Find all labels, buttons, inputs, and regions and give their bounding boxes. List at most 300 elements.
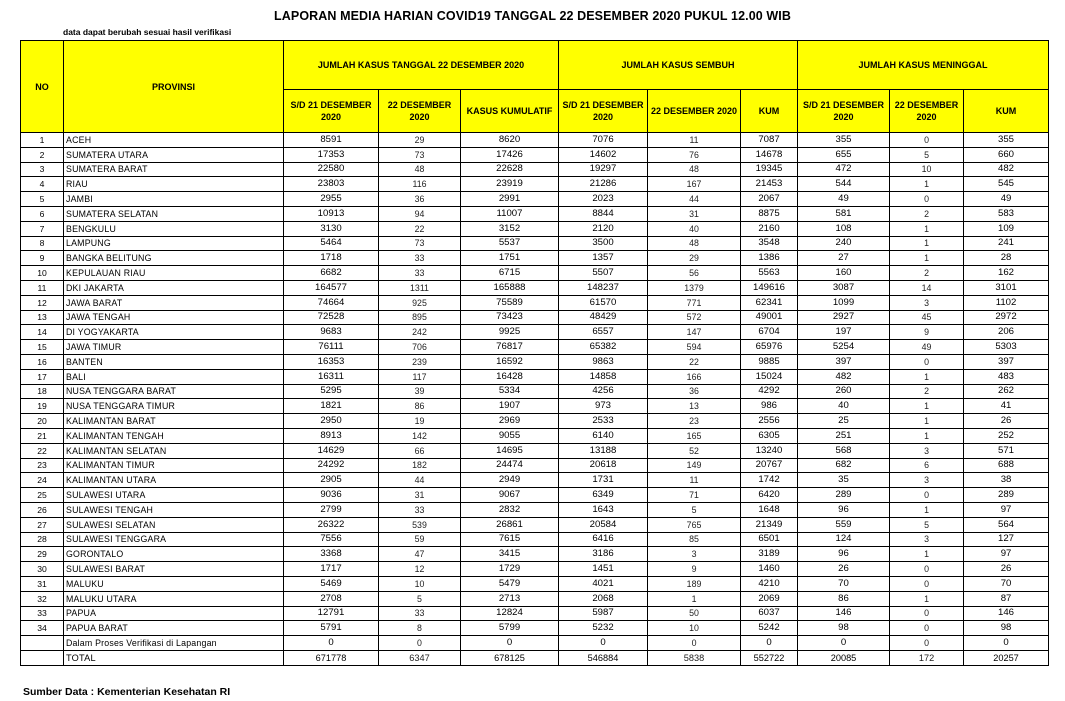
cell-meninggal-sd21: 240	[798, 236, 890, 251]
cell-sembuh-kum: 1386	[741, 251, 798, 266]
cell-kasus-sd21: 10913	[284, 206, 379, 221]
cell-sembuh-kum: 4292	[741, 384, 798, 399]
cell-kasus-sd21: 74664	[284, 295, 379, 310]
cell-sembuh-kum: 1742	[741, 473, 798, 488]
cell-kasus-kumulatif: 23919	[461, 177, 559, 192]
header-group-sembuh: JUMLAH KASUS SEMBUH	[559, 41, 798, 90]
cell-no: 25	[21, 488, 64, 503]
table-row	[21, 517, 1049, 532]
cell-no: 10	[21, 266, 64, 281]
cell-kasus-22des: 706	[379, 340, 461, 355]
cell-meninggal-sd21: 251	[798, 428, 890, 443]
cell-meninggal-sd21: 559	[798, 517, 890, 532]
cell-meninggal-22des: 1	[890, 414, 964, 429]
cell-meninggal-sd21: 96	[798, 502, 890, 517]
cell-sembuh-sd21: 6140	[559, 428, 648, 443]
cell-sembuh-kum: 4210	[741, 576, 798, 591]
cell-kasus-sd21: 2955	[284, 192, 379, 207]
cell-provinsi: MALUKU	[64, 576, 284, 591]
cell-sembuh-22des: 5838	[648, 650, 741, 665]
cell-kasus-kumulatif: 2832	[461, 502, 559, 517]
cell-provinsi: DKI JAKARTA	[64, 280, 284, 295]
cell-sembuh-kum: 6037	[741, 606, 798, 621]
cell-provinsi: PAPUA BARAT	[64, 621, 284, 636]
cell-sembuh-sd21: 61570	[559, 295, 648, 310]
cell-kasus-22des: 33	[379, 502, 461, 517]
cell-meninggal-22des: 1	[890, 221, 964, 236]
cell-sembuh-kum: 149616	[741, 280, 798, 295]
cell-sembuh-22des: 44	[648, 192, 741, 207]
cell-provinsi: KALIMANTAN SELATAN	[64, 443, 284, 458]
cell-kasus-22des: 33	[379, 606, 461, 621]
cell-sembuh-22des: 189	[648, 576, 741, 591]
cell-meninggal-kum: 97	[964, 547, 1049, 562]
cell-provinsi: SUMATERA SELATAN	[64, 206, 284, 221]
cell-kasus-sd21: 2708	[284, 591, 379, 606]
cell-provinsi: SUMATERA UTARA	[64, 147, 284, 162]
table-row	[21, 399, 1049, 414]
cell-meninggal-22des: 5	[890, 147, 964, 162]
cell-sembuh-22des: 11	[648, 473, 741, 488]
cell-meninggal-22des: 6	[890, 458, 964, 473]
cell-no: 1	[21, 133, 64, 148]
cell-meninggal-sd21: 568	[798, 443, 890, 458]
table-row	[21, 562, 1049, 577]
cell-meninggal-kum: 98	[964, 621, 1049, 636]
cell-meninggal-22des: 0	[890, 488, 964, 503]
cell-meninggal-22des: 0	[890, 354, 964, 369]
cell-kasus-kumulatif: 17426	[461, 147, 559, 162]
table-row	[21, 192, 1049, 207]
table-row	[21, 280, 1049, 295]
header-sembuh-kum: KUM	[741, 90, 798, 133]
cell-kasus-kumulatif: 16428	[461, 369, 559, 384]
cell-meninggal-kum: 5303	[964, 340, 1049, 355]
cell-no: 26	[21, 502, 64, 517]
cell-meninggal-22des: 3	[890, 532, 964, 547]
cell-sembuh-sd21: 1357	[559, 251, 648, 266]
cell-kasus-22des: 5	[379, 591, 461, 606]
cell-kasus-22des: 895	[379, 310, 461, 325]
table-row	[21, 133, 1049, 148]
cell-no: 15	[21, 340, 64, 355]
cell-sembuh-kum: 5563	[741, 266, 798, 281]
cell-meninggal-sd21: 108	[798, 221, 890, 236]
cell-kasus-kumulatif: 3152	[461, 221, 559, 236]
cell-kasus-22des: 33	[379, 266, 461, 281]
cell-kasus-sd21: 5469	[284, 576, 379, 591]
cell-sembuh-kum: 13240	[741, 443, 798, 458]
cell-sembuh-22des: 85	[648, 532, 741, 547]
header-sembuh-22des: 22 DESEMBER 2020	[648, 90, 741, 133]
cell-sembuh-sd21: 21286	[559, 177, 648, 192]
cell-no: 33	[21, 606, 64, 621]
table-row	[21, 532, 1049, 547]
table-body	[21, 133, 1049, 666]
cell-sembuh-kum: 6704	[741, 325, 798, 340]
cell-sembuh-sd21: 19297	[559, 162, 648, 177]
cell-meninggal-22des: 3	[890, 295, 964, 310]
cell-sembuh-sd21: 546884	[559, 650, 648, 665]
cell-kasus-22des: 31	[379, 488, 461, 503]
cell-no: 23	[21, 458, 64, 473]
cell-meninggal-sd21: 20085	[798, 650, 890, 665]
cell-meninggal-22des: 0	[890, 621, 964, 636]
cell-meninggal-sd21: 655	[798, 147, 890, 162]
cell-kasus-22des: 182	[379, 458, 461, 473]
cell-provinsi: SULAWESI TENGGARA	[64, 532, 284, 547]
cell-sembuh-kum: 3548	[741, 236, 798, 251]
cell-sembuh-sd21: 6416	[559, 532, 648, 547]
cell-meninggal-sd21: 289	[798, 488, 890, 503]
cell-kasus-22des: 47	[379, 547, 461, 562]
cell-sembuh-22des: 10	[648, 621, 741, 636]
cell-no: 4	[21, 177, 64, 192]
cell-meninggal-kum: 397	[964, 354, 1049, 369]
cell-meninggal-22des: 2	[890, 266, 964, 281]
cell-kasus-kumulatif: 0	[461, 636, 559, 651]
table-row	[21, 162, 1049, 177]
cell-kasus-sd21: 12791	[284, 606, 379, 621]
cell-no: 18	[21, 384, 64, 399]
cell-sembuh-kum: 21349	[741, 517, 798, 532]
cell-sembuh-kum: 1460	[741, 562, 798, 577]
cell-sembuh-sd21: 9863	[559, 354, 648, 369]
cell-sembuh-kum: 552722	[741, 650, 798, 665]
report-title: LAPORAN MEDIA HARIAN COVID19 TANGGAL 22 DESEMBER 2020 PUKUL 12.00 WIB	[274, 9, 791, 23]
cell-meninggal-sd21: 2927	[798, 310, 890, 325]
cell-meninggal-kum: 87	[964, 591, 1049, 606]
table-row	[21, 236, 1049, 251]
cell-sembuh-sd21: 148237	[559, 280, 648, 295]
cell-kasus-22des: 0	[379, 636, 461, 651]
cell-meninggal-sd21: 70	[798, 576, 890, 591]
cell-sembuh-sd21: 0	[559, 636, 648, 651]
cell-meninggal-22des: 1	[890, 502, 964, 517]
cell-sembuh-22des: 50	[648, 606, 741, 621]
cell-no: 11	[21, 280, 64, 295]
cell-meninggal-kum: 38	[964, 473, 1049, 488]
cell-sembuh-kum: 6305	[741, 428, 798, 443]
cell-sembuh-22des: 13	[648, 399, 741, 414]
table-row	[21, 621, 1049, 636]
cell-kasus-kumulatif: 14695	[461, 443, 559, 458]
cell-sembuh-kum: 19345	[741, 162, 798, 177]
cell-meninggal-22des: 1	[890, 428, 964, 443]
cell-kasus-sd21: 164577	[284, 280, 379, 295]
cell-sembuh-sd21: 48429	[559, 310, 648, 325]
cell-sembuh-22des: 166	[648, 369, 741, 384]
cell-sembuh-sd21: 3186	[559, 547, 648, 562]
table-row	[21, 636, 1049, 651]
cell-sembuh-22des: 22	[648, 354, 741, 369]
cell-kasus-sd21: 9683	[284, 325, 379, 340]
header-no: NO	[21, 41, 64, 133]
cell-kasus-sd21: 6682	[284, 266, 379, 281]
cell-sembuh-sd21: 5507	[559, 266, 648, 281]
cell-meninggal-kum: 26	[964, 562, 1049, 577]
cell-no: 30	[21, 562, 64, 577]
cell-sembuh-22des: 31	[648, 206, 741, 221]
table-row	[21, 576, 1049, 591]
cell-meninggal-22des: 1	[890, 251, 964, 266]
cell-kasus-sd21: 72528	[284, 310, 379, 325]
cell-kasus-kumulatif: 75589	[461, 295, 559, 310]
cell-meninggal-kum: 483	[964, 369, 1049, 384]
cell-sembuh-22des: 1	[648, 591, 741, 606]
cell-kasus-sd21: 3368	[284, 547, 379, 562]
cell-provinsi: KALIMANTAN TIMUR	[64, 458, 284, 473]
cell-meninggal-kum: 289	[964, 488, 1049, 503]
cell-kasus-22des: 1311	[379, 280, 461, 295]
cell-provinsi: GORONTALO	[64, 547, 284, 562]
cell-meninggal-22des: 2	[890, 206, 964, 221]
cell-meninggal-sd21: 40	[798, 399, 890, 414]
table-row	[21, 251, 1049, 266]
cell-meninggal-kum: 162	[964, 266, 1049, 281]
cell-no	[21, 636, 64, 651]
cell-meninggal-kum: 262	[964, 384, 1049, 399]
cell-kasus-kumulatif: 73423	[461, 310, 559, 325]
table-row	[21, 369, 1049, 384]
cell-sembuh-sd21: 3500	[559, 236, 648, 251]
cell-kasus-kumulatif: 2949	[461, 473, 559, 488]
cell-provinsi: KALIMANTAN TENGAH	[64, 428, 284, 443]
table-row	[21, 414, 1049, 429]
cell-sembuh-22des: 165	[648, 428, 741, 443]
cell-meninggal-sd21: 682	[798, 458, 890, 473]
cell-kasus-sd21: 26322	[284, 517, 379, 532]
cell-kasus-sd21: 5464	[284, 236, 379, 251]
cell-meninggal-sd21: 5254	[798, 340, 890, 355]
cell-sembuh-kum: 14678	[741, 147, 798, 162]
cell-kasus-sd21: 8591	[284, 133, 379, 148]
cell-kasus-22des: 8	[379, 621, 461, 636]
table-row	[21, 266, 1049, 281]
cell-sembuh-22des: 771	[648, 295, 741, 310]
cell-kasus-kumulatif: 9925	[461, 325, 559, 340]
cell-meninggal-22des: 0	[890, 636, 964, 651]
cell-sembuh-kum: 65976	[741, 340, 798, 355]
header-meninggal-sd21: S/D 21 DESEMBER 2020	[798, 90, 890, 133]
cell-meninggal-22des: 5	[890, 517, 964, 532]
cell-meninggal-22des: 0	[890, 576, 964, 591]
cell-sembuh-sd21: 1731	[559, 473, 648, 488]
cell-sembuh-22des: 765	[648, 517, 741, 532]
cell-kasus-22des: 116	[379, 177, 461, 192]
cell-kasus-kumulatif: 24474	[461, 458, 559, 473]
cell-meninggal-22des: 1	[890, 547, 964, 562]
cell-meninggal-sd21: 146	[798, 606, 890, 621]
cell-sembuh-kum: 20767	[741, 458, 798, 473]
cell-meninggal-22des: 0	[890, 606, 964, 621]
cell-sembuh-sd21: 1451	[559, 562, 648, 577]
cell-kasus-sd21: 1718	[284, 251, 379, 266]
cell-provinsi: BANGKA BELITUNG	[64, 251, 284, 266]
cell-kasus-22des: 73	[379, 147, 461, 162]
cell-sembuh-sd21: 14602	[559, 147, 648, 162]
cell-kasus-sd21: 5791	[284, 621, 379, 636]
cell-meninggal-kum: 206	[964, 325, 1049, 340]
cell-kasus-22des: 33	[379, 251, 461, 266]
cell-sembuh-sd21: 20618	[559, 458, 648, 473]
report-subtitle: data dapat berubah sesuai hasil verifikasi	[63, 27, 232, 37]
cell-sembuh-sd21: 5232	[559, 621, 648, 636]
cell-meninggal-sd21: 397	[798, 354, 890, 369]
cell-no: 2	[21, 147, 64, 162]
header-kasus-kumulatif: KASUS KUMULATIF	[461, 90, 559, 133]
cell-meninggal-22des: 1	[890, 369, 964, 384]
cell-no: 5	[21, 192, 64, 207]
table-row	[21, 502, 1049, 517]
cell-kasus-kumulatif: 2713	[461, 591, 559, 606]
cell-no: 21	[21, 428, 64, 443]
cell-meninggal-kum: 660	[964, 147, 1049, 162]
cell-meninggal-sd21: 0	[798, 636, 890, 651]
cell-sembuh-kum: 7087	[741, 133, 798, 148]
cell-sembuh-sd21: 1643	[559, 502, 648, 517]
cell-provinsi: MALUKU UTARA	[64, 591, 284, 606]
cell-no: 16	[21, 354, 64, 369]
cell-meninggal-22des: 3	[890, 443, 964, 458]
cell-kasus-sd21: 22580	[284, 162, 379, 177]
cell-kasus-sd21: 3130	[284, 221, 379, 236]
cell-kasus-22des: 6347	[379, 650, 461, 665]
cell-sembuh-sd21: 20584	[559, 517, 648, 532]
cell-meninggal-sd21: 3087	[798, 280, 890, 295]
cell-provinsi: ACEH	[64, 133, 284, 148]
table-row	[21, 177, 1049, 192]
header-kasus-22des: 22 DESEMBER 2020	[379, 90, 461, 133]
cell-no: 6	[21, 206, 64, 221]
cell-no	[21, 650, 64, 665]
cell-kasus-kumulatif: 11007	[461, 206, 559, 221]
cell-meninggal-kum: 688	[964, 458, 1049, 473]
cell-sembuh-22des: 9	[648, 562, 741, 577]
cell-sembuh-kum: 3189	[741, 547, 798, 562]
cell-kasus-22des: 142	[379, 428, 461, 443]
cell-meninggal-kum: 70	[964, 576, 1049, 591]
cell-kasus-22des: 29	[379, 133, 461, 148]
cell-sembuh-22des: 23	[648, 414, 741, 429]
cell-meninggal-sd21: 86	[798, 591, 890, 606]
cell-kasus-sd21: 8913	[284, 428, 379, 443]
cell-kasus-kumulatif: 5334	[461, 384, 559, 399]
cell-kasus-kumulatif: 3415	[461, 547, 559, 562]
table-row	[21, 147, 1049, 162]
cell-kasus-22des: 117	[379, 369, 461, 384]
cell-kasus-sd21: 9036	[284, 488, 379, 503]
cell-kasus-kumulatif: 1729	[461, 562, 559, 577]
cell-provinsi: SULAWESI BARAT	[64, 562, 284, 577]
cell-no: 28	[21, 532, 64, 547]
cell-provinsi: NUSA TENGGARA BARAT	[64, 384, 284, 399]
cell-sembuh-22des: 3	[648, 547, 741, 562]
cell-kasus-sd21: 671778	[284, 650, 379, 665]
cell-kasus-22des: 36	[379, 192, 461, 207]
cell-sembuh-sd21: 973	[559, 399, 648, 414]
cell-meninggal-sd21: 472	[798, 162, 890, 177]
cell-meninggal-kum: 146	[964, 606, 1049, 621]
cell-meninggal-sd21: 260	[798, 384, 890, 399]
cell-kasus-22des: 59	[379, 532, 461, 547]
cell-meninggal-22des: 9	[890, 325, 964, 340]
cell-meninggal-kum: 28	[964, 251, 1049, 266]
cell-kasus-22des: 925	[379, 295, 461, 310]
cell-no: 24	[21, 473, 64, 488]
cell-kasus-sd21: 23803	[284, 177, 379, 192]
cell-kasus-kumulatif: 22628	[461, 162, 559, 177]
cell-provinsi: JAWA TENGAH	[64, 310, 284, 325]
cell-meninggal-sd21: 98	[798, 621, 890, 636]
cell-sembuh-sd21: 4256	[559, 384, 648, 399]
cell-meninggal-22des: 14	[890, 280, 964, 295]
cell-meninggal-22des: 1	[890, 399, 964, 414]
cell-sembuh-sd21: 2533	[559, 414, 648, 429]
cell-sembuh-kum: 1648	[741, 502, 798, 517]
cell-meninggal-sd21: 35	[798, 473, 890, 488]
cell-no: 27	[21, 517, 64, 532]
cell-kasus-22des: 10	[379, 576, 461, 591]
cell-provinsi: SULAWESI TENGAH	[64, 502, 284, 517]
cell-meninggal-sd21: 26	[798, 562, 890, 577]
cell-no: 12	[21, 295, 64, 310]
cell-meninggal-kum: 545	[964, 177, 1049, 192]
cell-kasus-sd21: 5295	[284, 384, 379, 399]
cell-kasus-sd21: 2905	[284, 473, 379, 488]
cell-kasus-sd21: 76111	[284, 340, 379, 355]
cell-provinsi: KEPULAUAN RIAU	[64, 266, 284, 281]
header-provinsi: PROVINSI	[64, 41, 284, 133]
cell-sembuh-kum: 2067	[741, 192, 798, 207]
table-row	[21, 325, 1049, 340]
cell-no: 13	[21, 310, 64, 325]
cell-sembuh-sd21: 8844	[559, 206, 648, 221]
cell-sembuh-22des: 5	[648, 502, 741, 517]
cell-kasus-22des: 66	[379, 443, 461, 458]
cell-meninggal-sd21: 49	[798, 192, 890, 207]
cell-kasus-kumulatif: 165888	[461, 280, 559, 295]
table-row	[21, 340, 1049, 355]
cell-kasus-kumulatif: 2969	[461, 414, 559, 429]
table-row	[21, 428, 1049, 443]
cell-kasus-22des: 239	[379, 354, 461, 369]
cell-sembuh-22des: 40	[648, 221, 741, 236]
cell-meninggal-22des: 10	[890, 162, 964, 177]
cell-provinsi: TOTAL	[64, 650, 284, 665]
cell-sembuh-22des: 167	[648, 177, 741, 192]
cell-kasus-kumulatif: 5537	[461, 236, 559, 251]
cell-provinsi: SULAWESI UTARA	[64, 488, 284, 503]
table-row	[21, 591, 1049, 606]
cell-no: 34	[21, 621, 64, 636]
cell-kasus-kumulatif: 2991	[461, 192, 559, 207]
cell-sembuh-sd21: 6349	[559, 488, 648, 503]
cell-kasus-22des: 19	[379, 414, 461, 429]
cell-provinsi: BALI	[64, 369, 284, 384]
cell-sembuh-kum: 8875	[741, 206, 798, 221]
cell-meninggal-sd21: 355	[798, 133, 890, 148]
cell-sembuh-22des: 1379	[648, 280, 741, 295]
cell-meninggal-kum: 583	[964, 206, 1049, 221]
cell-sembuh-sd21: 14858	[559, 369, 648, 384]
cell-sembuh-kum: 15024	[741, 369, 798, 384]
covid-report-table	[20, 40, 1049, 666]
cell-sembuh-kum: 2556	[741, 414, 798, 429]
cell-meninggal-sd21: 197	[798, 325, 890, 340]
cell-meninggal-kum: 241	[964, 236, 1049, 251]
cell-meninggal-22des: 0	[890, 133, 964, 148]
